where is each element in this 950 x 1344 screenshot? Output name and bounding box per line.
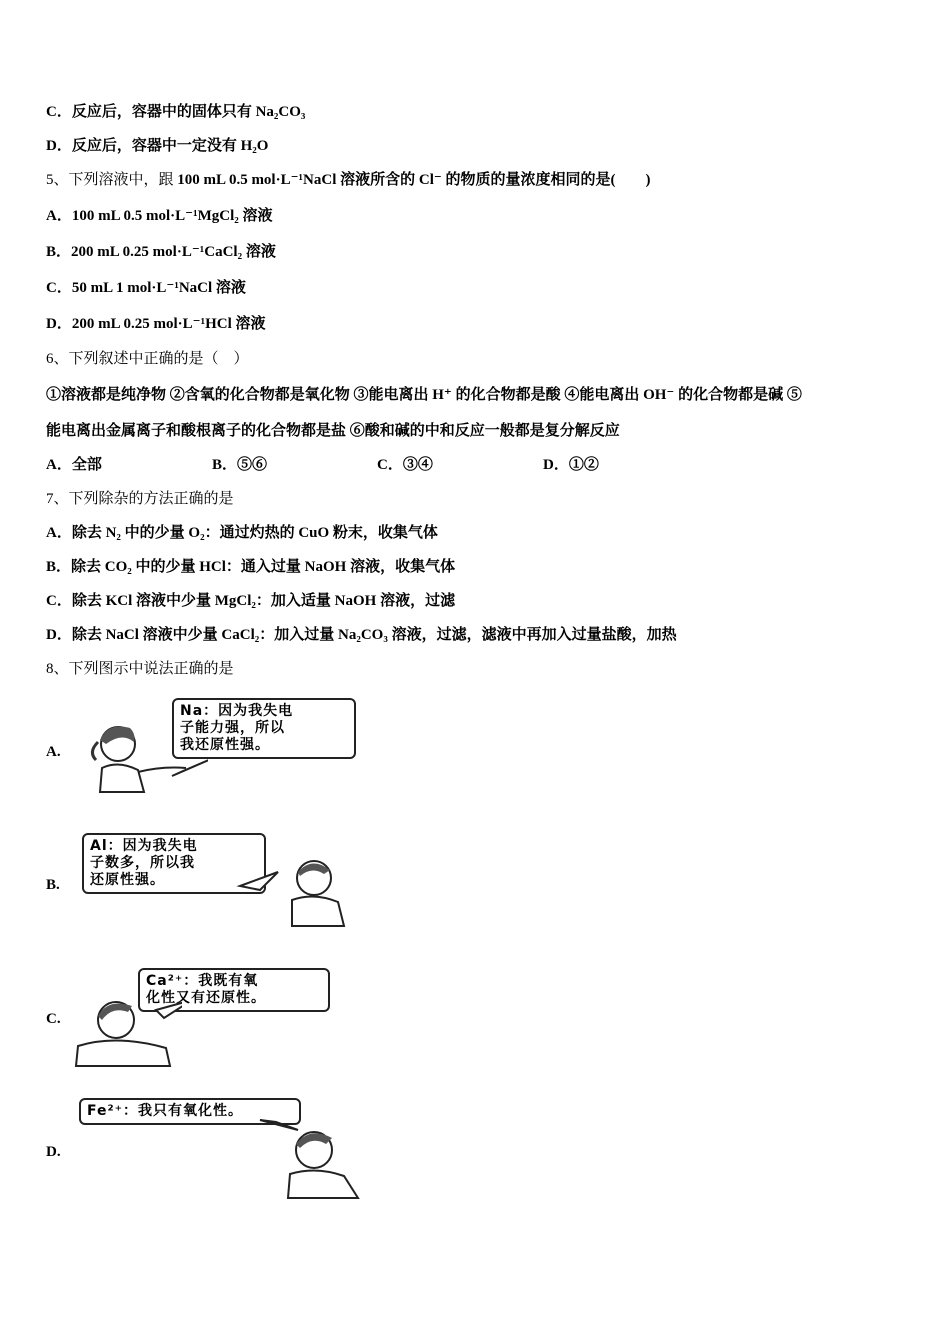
q8-option-c-label: C. xyxy=(46,1011,61,1027)
boy-illustration-c-icon xyxy=(72,996,182,1070)
q5-stem-part-c: 溶液所含的 xyxy=(336,172,419,188)
bubble-a-line1: Na：因为我失电 xyxy=(180,703,294,719)
q7-option-d: D．除去 NaCl 溶液中少量 CaCl₂：加入过量 Na₂CO₃ 溶液，过滤，滤液中再加入过量盐酸，加热 xyxy=(46,627,677,643)
bubble-c-line2: 化性又有还原性。 xyxy=(146,990,266,1006)
q6-option-c: C．③④ xyxy=(377,457,433,473)
q8-option-b-label: B. xyxy=(46,877,60,893)
q8-option-a-label: A. xyxy=(46,744,61,760)
bubble-a-line2: 子能力强，所以 xyxy=(180,720,285,736)
q5-option-b: B．200 mL 0.25 mol·L⁻¹CaCl₂ 溶液 xyxy=(46,244,276,260)
bubble-b-line2: 子数多，所以我 xyxy=(90,855,195,871)
q4-option-d: D．反应后，容器中一定没有 H₂O xyxy=(46,138,269,154)
q7-option-a: A．除去 N₂ 中的少量 O₂：通过灼热的 CuO 粉末，收集气体 xyxy=(46,525,438,541)
girl-illustration-icon xyxy=(78,716,208,794)
q7-option-c: C．除去 KCl 溶液中少量 MgCl₂：加入适量 NaOH 溶液，过滤 xyxy=(46,593,456,609)
q6-option-b: B．⑤⑥ xyxy=(212,457,268,473)
q5-option-d: D．200 mL 0.25 mol·L⁻¹HCl 溶液 xyxy=(46,316,266,332)
bubble-b-line1: Al：因为我失电 xyxy=(90,838,198,854)
q5-stem-part-d: Cl⁻ xyxy=(418,172,442,188)
q5-option-c: C．50 mL 1 mol·L⁻¹NaCl 溶液 xyxy=(46,280,246,296)
boy-illustration-b-icon xyxy=(220,856,350,928)
q5-stem-part-a: 5、下列溶液中，跟 xyxy=(46,172,178,188)
bubble-c-line1: Ca²⁺：我既有氧 xyxy=(146,973,259,989)
q6-stem: 6、下列叙述中正确的是（ ） xyxy=(46,351,249,367)
q8-option-d-label: D. xyxy=(46,1144,61,1160)
q6-option-d: D．①② xyxy=(543,457,599,473)
q5-stem-part-b: 100 mL 0.5 mol·L⁻¹NaCl xyxy=(177,172,337,188)
bubble-b-line3: 还原性强。 xyxy=(90,872,165,888)
q5-stem xyxy=(46,170,651,190)
bubble-a-line3: 我还原性强。 xyxy=(180,737,270,753)
q7-stem: 7、下列除杂的方法正确的是 xyxy=(46,491,234,507)
q5-option-a: A．100 mL 0.5 mol·L⁻¹MgCl₂ 溶液 xyxy=(46,208,273,224)
q5-stem-part-e: 的物质的量浓度相同的是( ) xyxy=(441,172,651,188)
q4-option-c: C．反应后，容器中的固体只有 Na₂CO₃ xyxy=(46,104,306,120)
q6-statement-line1: ①溶液都是纯净物 ②含氧的化合物都是氧化物 ③能电离出 H⁺ 的化合物都是酸 ④能电离出 OH⁻ 的化合物都是碱 ⑤ xyxy=(46,387,802,403)
q8-stem: 8、下列图示中说法正确的是 xyxy=(46,661,234,677)
q6-statement-line2: 能电离出金属离子和酸根离子的化合物都是盐 ⑥酸和碱的中和反应一般都是复分解反应 xyxy=(46,423,620,439)
q7-option-b: B．除去 CO₂ 中的少量 HCl：通入过量 NaOH 溶液，收集气体 xyxy=(46,559,456,575)
q6-option-a: A．全部 xyxy=(46,457,102,473)
bubble-d-line1: Fe²⁺：我只有氧化性。 xyxy=(87,1103,244,1119)
boy-illustration-d-icon xyxy=(240,1118,362,1202)
